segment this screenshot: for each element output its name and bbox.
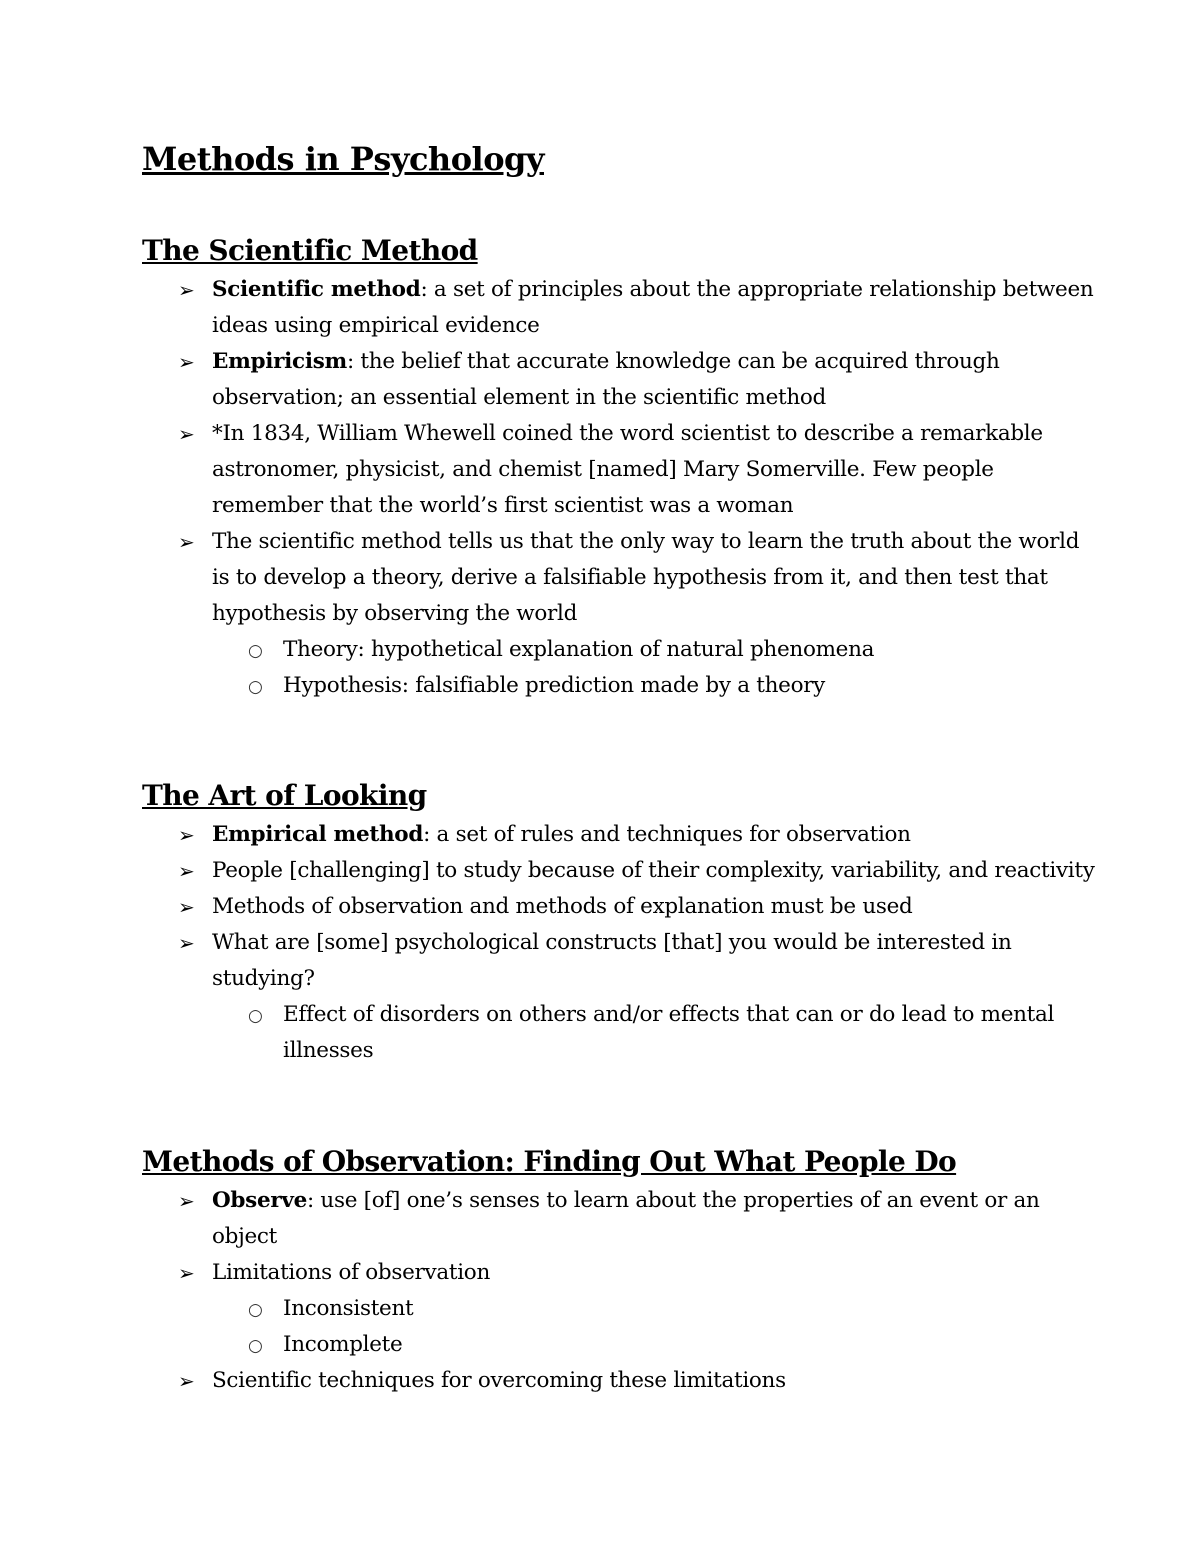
arrow-bullet-icon: ➢ xyxy=(178,1261,195,1285)
list-item xyxy=(142,1183,1102,1255)
arrow-bullet-icon: ➢ xyxy=(178,1189,195,1213)
bullet-list xyxy=(142,817,1102,1069)
list-item xyxy=(142,889,1102,925)
sub-item-text: Theory: hypothetical explanation of natural phenomena xyxy=(283,637,875,662)
arrow-bullet-icon: ➢ xyxy=(178,859,195,883)
arrow-bullet-icon: ➢ xyxy=(178,895,195,919)
sub-list xyxy=(212,632,1102,704)
circle-bullet-icon: ○ xyxy=(248,1336,263,1356)
sub-list-item xyxy=(212,668,1102,704)
list-item xyxy=(142,272,1102,344)
sub-item-text: Effect of disorders on others and/or effects that can or do lead to mental illnesses xyxy=(283,1002,1055,1063)
list-item xyxy=(142,1363,1102,1399)
term: Empiricism xyxy=(212,349,347,374)
list-item xyxy=(142,416,1102,524)
circle-bullet-icon: ○ xyxy=(248,677,263,697)
arrow-bullet-icon: ➢ xyxy=(178,1369,195,1393)
page-title: Methods in Psychology xyxy=(142,140,544,178)
list-item xyxy=(142,817,1102,853)
list-item xyxy=(142,853,1102,889)
sub-item-text: Hypothesis: falsifiable prediction made by a theory xyxy=(283,673,826,698)
section-methods-of-observation xyxy=(142,1143,1102,1399)
arrow-bullet-icon: ➢ xyxy=(178,278,195,302)
arrow-bullet-icon: ➢ xyxy=(178,422,195,446)
item-text: Methods of observation and methods of explanation must be used xyxy=(212,894,913,919)
definition: : the belief that accurate knowledge can be acquired through observation; an essential element in the scientific method xyxy=(212,349,1000,410)
sub-item-text: Inconsistent xyxy=(283,1296,414,1321)
item-text: Limitations of observation xyxy=(212,1260,490,1285)
term: Scientific method xyxy=(212,277,421,302)
arrow-bullet-icon: ➢ xyxy=(178,931,195,955)
bullet-list xyxy=(142,272,1102,704)
circle-bullet-icon: ○ xyxy=(248,1300,263,1320)
list-item xyxy=(142,524,1102,704)
circle-bullet-icon: ○ xyxy=(248,1006,263,1026)
definition: : a set of rules and techniques for observation xyxy=(423,822,911,847)
bullet-list xyxy=(142,1183,1102,1399)
circle-bullet-icon: ○ xyxy=(248,641,263,661)
sub-list-item xyxy=(212,1291,1102,1327)
item-text: Scientific techniques for overcoming these limitations xyxy=(212,1368,786,1393)
section-art-of-looking xyxy=(142,777,1102,1069)
term: Empirical method xyxy=(212,822,424,847)
item-text: What are [some] psychological constructs [that] you would be interested in studying? xyxy=(212,930,1012,991)
sub-list xyxy=(212,997,1102,1069)
list-item xyxy=(142,344,1102,416)
section-heading: Methods of Observation: Finding Out What People Do xyxy=(142,1145,957,1178)
section-heading: The Art of Looking xyxy=(142,779,427,812)
list-item xyxy=(142,925,1102,1069)
arrow-bullet-icon: ➢ xyxy=(178,350,195,374)
arrow-bullet-icon: ➢ xyxy=(178,823,195,847)
sub-list xyxy=(212,1291,1102,1363)
sub-list-item xyxy=(212,1327,1102,1363)
item-text: The scientific method tells us that the only way to learn the truth about the world is to develop a theory, derive a falsifiable hypothesis from it, and then test that hypothesis by observing the world xyxy=(212,529,1080,626)
item-text: *In 1834, William Whewell coined the word scientist to describe a remarkable astronomer, physicist, and chemist [named] Mary Somerville. Few people remember that the world’s first scientist was a woman xyxy=(212,421,1043,518)
item-text: People [challenging] to study because of their complexity, variability, and reactivity xyxy=(212,858,1095,883)
arrow-bullet-icon: ➢ xyxy=(178,530,195,554)
sub-list-item xyxy=(212,632,1102,668)
sub-item-text: Incomplete xyxy=(283,1332,403,1357)
term: Observe xyxy=(212,1188,307,1213)
section-scientific-method xyxy=(142,232,1102,704)
definition: : use [of] one’s senses to learn about the properties of an event or an object xyxy=(212,1188,1040,1249)
sub-list-item xyxy=(212,997,1102,1069)
definition: : a set of principles about the appropriate relationship between ideas using empirical evidence xyxy=(212,277,1094,338)
list-item xyxy=(142,1255,1102,1363)
section-heading: The Scientific Method xyxy=(142,234,478,267)
